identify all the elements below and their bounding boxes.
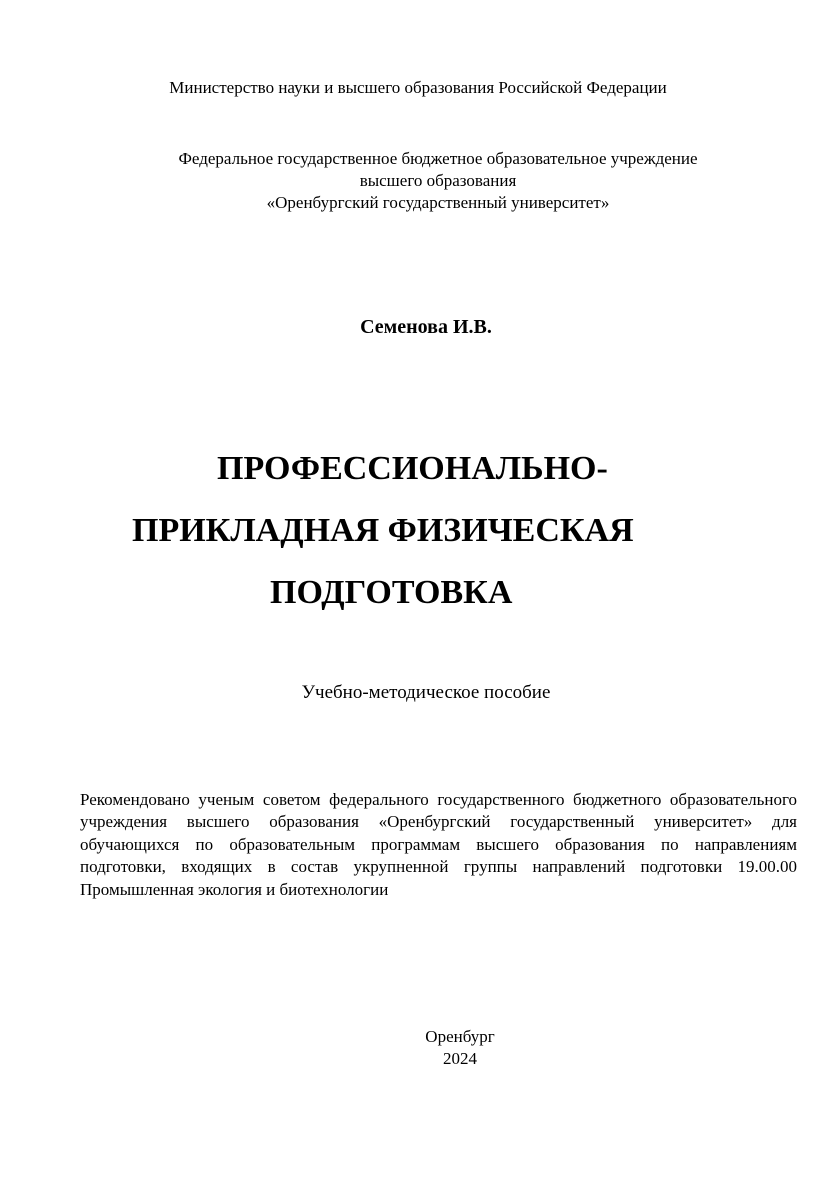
document-type-subtitle: Учебно-методическое пособие <box>301 682 551 703</box>
organization-line-1: Федеральное государственное бюджетное образовательное учреждение <box>178 149 698 168</box>
author-name: Семенова И.В. <box>360 316 492 338</box>
title-line-1: ПРОФЕССИОНАЛЬНО- <box>217 450 608 487</box>
ministry-heading: Министерство науки и высшего образования Российской Федерации <box>169 78 667 97</box>
title-line-3: ПОДГОТОВКА <box>270 574 513 611</box>
title-line-2: ПРИКЛАДНАЯ ФИЗИЧЕСКАЯ <box>132 512 634 549</box>
organization-line-2: высшего образования <box>359 171 517 190</box>
organization-line-3: «Оренбургский государственный университет» <box>266 193 610 212</box>
publication-year: 2024 <box>443 1049 477 1068</box>
recommendation-paragraph: Рекомендовано ученым советом федерального государственного бюджетного образовательного учреждения высшего образования «Оренбургский государственный университет» для обучающихся по образовательным программам высшего образования по направлениям подготовки, входящих в состав укрупненной группы направлений подготовки 19.00.00 Промышленная экология и биотехнологии <box>80 790 797 899</box>
imprint-block <box>0 1026 836 1070</box>
publication-city: Оренбург <box>425 1027 495 1046</box>
organization-block <box>0 148 836 214</box>
